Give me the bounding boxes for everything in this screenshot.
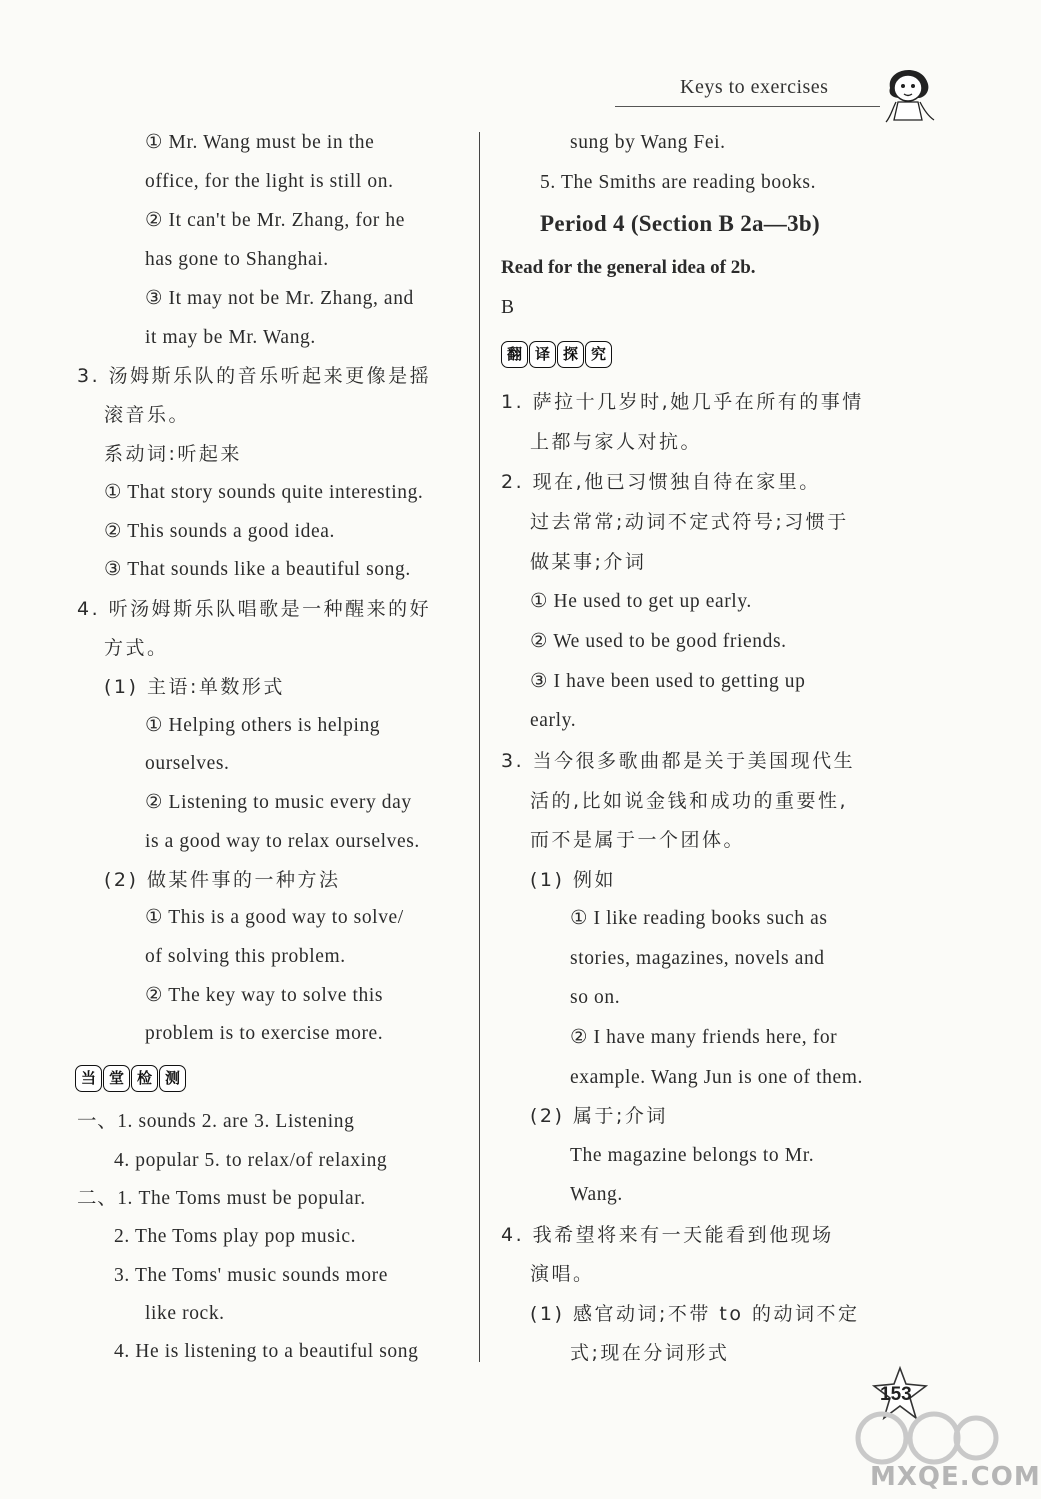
text-line: ① Mr. Wang must be in the bbox=[145, 132, 375, 153]
text-line: 4. He is listening to a beautiful song bbox=[114, 1341, 419, 1362]
text-line: problem is to exercise more. bbox=[145, 1023, 384, 1044]
text-line: The magazine belongs to Mr. bbox=[570, 1145, 815, 1166]
text-line: ① Helping others is helping bbox=[145, 715, 381, 736]
text-line: 2. The Toms play pop music. bbox=[114, 1226, 357, 1247]
text-line: ② This sounds a good idea. bbox=[104, 521, 335, 542]
text-line: 方式。 bbox=[104, 637, 169, 659]
text-line: (2) 做某件事的一种方法 bbox=[104, 869, 341, 891]
column-divider bbox=[479, 132, 480, 1362]
text-line: ourselves. bbox=[145, 753, 230, 774]
text-line: has gone to Shanghai. bbox=[145, 249, 329, 270]
text-line: (2) 属于;介词 bbox=[530, 1105, 668, 1127]
text-line: 做某事;介词 bbox=[530, 551, 647, 573]
text-line: 3. 当今很多歌曲都是关于美国现代生 bbox=[501, 750, 856, 772]
section-heading: Period 4 (Section B 2a—3b) bbox=[540, 211, 820, 236]
text-line: it may be Mr. Wang. bbox=[145, 327, 316, 348]
text-line: early. bbox=[530, 710, 577, 731]
text-line: ① That story sounds quite interesting. bbox=[104, 482, 424, 503]
text-line: like rock. bbox=[145, 1303, 225, 1324]
answer-line: B bbox=[501, 297, 515, 318]
text-line: (1) 例如 bbox=[530, 869, 616, 891]
text-line: stories, magazines, novels and bbox=[570, 948, 825, 969]
section-label-char: 堂 bbox=[103, 1065, 130, 1092]
section-label-char: 翻 bbox=[501, 341, 528, 368]
text-line: Wang. bbox=[570, 1184, 623, 1205]
text-line: ② Listening to music every day bbox=[145, 792, 412, 813]
text-line: (1) 主语:单数形式 bbox=[104, 676, 285, 698]
text-line: ② It can't be Mr. Zhang, for he bbox=[145, 210, 405, 231]
section-label-char: 测 bbox=[159, 1065, 186, 1092]
cartoon-girl-icon bbox=[872, 58, 942, 124]
text-line: ① This is a good way to solve/ bbox=[145, 907, 404, 928]
text-line: example. Wang Jun is one of them. bbox=[570, 1067, 863, 1088]
text-line: ② We used to be good friends. bbox=[530, 631, 787, 652]
text-line: ③ I have been used to getting up bbox=[530, 671, 806, 692]
text-line: 滚音乐。 bbox=[104, 404, 191, 426]
text-line: 上都与家人对抗。 bbox=[530, 431, 703, 453]
watermark-text: MXQE.COM bbox=[870, 1462, 1041, 1492]
text-line: office, for the light is still on. bbox=[145, 171, 394, 192]
running-header: Keys to exercises bbox=[680, 76, 829, 98]
text-line: 4. 听汤姆斯乐队唱歌是一种醒来的好 bbox=[77, 598, 432, 620]
header-rule bbox=[615, 106, 880, 107]
text-line: 3. 汤姆斯乐队的音乐听起来更像是摇 bbox=[77, 365, 432, 387]
text-line: ② The key way to solve this bbox=[145, 985, 384, 1006]
text-line: 4. 我希望将来有一天能看到他现场 bbox=[501, 1224, 834, 1246]
text-line: (1) 感官动词;不带 to 的动词不定 bbox=[530, 1303, 860, 1325]
text-line: 而不是属于一个团体。 bbox=[530, 829, 746, 851]
text-line: ③ It may not be Mr. Zhang, and bbox=[145, 288, 414, 309]
text-line: 式;现在分词形式 bbox=[570, 1342, 730, 1364]
section-label-char: 究 bbox=[585, 341, 612, 368]
section-label-char: 当 bbox=[75, 1065, 102, 1092]
text-line: so on. bbox=[570, 987, 621, 1008]
section-label-translation-explore bbox=[501, 340, 612, 368]
text-line: 1. 萨拉十几岁时,她几乎在所有的事情 bbox=[501, 391, 864, 413]
text-line: 5. The Smiths are reading books. bbox=[540, 172, 817, 193]
text-line: ① I like reading books such as bbox=[570, 908, 828, 929]
text-line: ② I have many friends here, for bbox=[570, 1027, 838, 1048]
text-line: ③ That sounds like a beautiful song. bbox=[104, 559, 411, 580]
text-line: 系动词:听起来 bbox=[104, 443, 242, 465]
text-line: ① He used to get up early. bbox=[530, 591, 752, 612]
text-line: sung by Wang Fei. bbox=[570, 132, 726, 153]
text-line: is a good way to relax ourselves. bbox=[145, 831, 420, 852]
text-line: of solving this problem. bbox=[145, 946, 346, 967]
text-line: 2. 现在,他已习惯独自待在家里。 bbox=[501, 471, 821, 493]
section-label-char: 检 bbox=[131, 1065, 158, 1092]
section-label-char: 探 bbox=[557, 341, 584, 368]
section-label-char: 译 bbox=[529, 341, 556, 368]
page-number: 153 bbox=[880, 1384, 912, 1405]
text-line: 过去常常;动词不定式符号;习惯于 bbox=[530, 511, 849, 533]
section-label-in-class-check bbox=[75, 1064, 186, 1092]
text-line: 二、1. The Toms must be popular. bbox=[77, 1188, 366, 1209]
text-line: 3. The Toms' music sounds more bbox=[114, 1265, 389, 1286]
instruction-line: Read for the general idea of 2b. bbox=[501, 257, 756, 278]
text-line: 活的,比如说金钱和成功的重要性, bbox=[530, 790, 849, 812]
text-line: 演唱。 bbox=[530, 1263, 595, 1285]
text-line: 4. popular 5. to relax/of relaxing bbox=[114, 1150, 388, 1171]
text-line: 一、1. sounds 2. are 3. Listening bbox=[77, 1111, 355, 1132]
